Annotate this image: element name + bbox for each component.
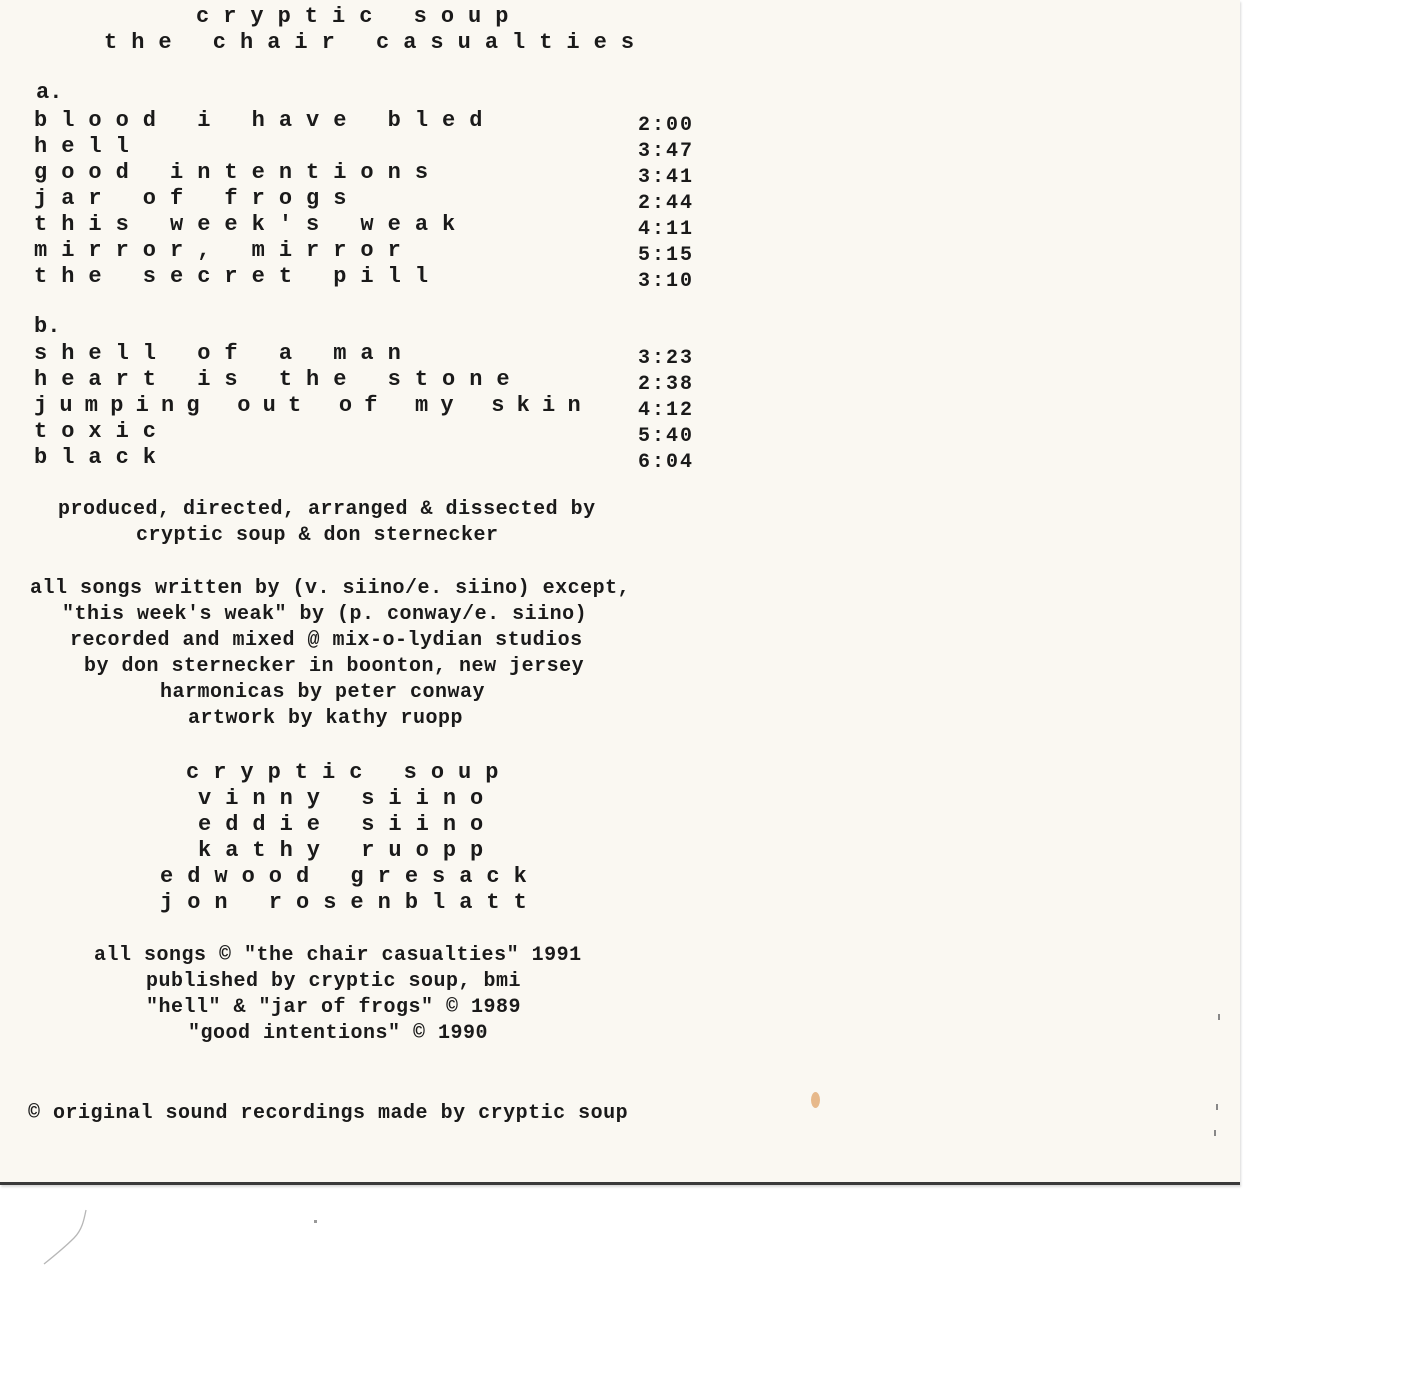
- track-time: 5:40: [637, 425, 694, 448]
- track-time: 6:04: [637, 451, 694, 474]
- production-credit-line2: cryptic soup & don sternecker: [136, 524, 499, 547]
- track-title: jar of frogs: [34, 186, 361, 211]
- track-title: this week's weak: [34, 212, 470, 237]
- track-row: [34, 367, 694, 396]
- track-row: [34, 212, 694, 241]
- member-name: kathy ruopp: [198, 838, 498, 863]
- track-row: [34, 238, 694, 267]
- pencil-scribble: [40, 1206, 100, 1276]
- credit-line: artwork by kathy ruopp: [188, 707, 464, 730]
- track-title: black: [34, 445, 171, 470]
- track-row: [34, 108, 694, 137]
- track-title: toxic: [34, 419, 171, 444]
- credit-line: harmonicas by peter conway: [160, 681, 486, 704]
- credit-line: all songs written by (v. siino/e. siino) except,: [30, 577, 631, 600]
- paper-speck: [1216, 1104, 1218, 1110]
- track-row: [34, 160, 694, 189]
- credit-line: recorded and mixed @ mix-o-lydian studios: [70, 629, 583, 652]
- track-time: 3:10: [637, 270, 694, 293]
- track-row: [34, 134, 694, 163]
- track-time: 3:47: [637, 140, 694, 163]
- track-time: 3:23: [637, 347, 694, 370]
- side-a-label: a.: [36, 80, 63, 105]
- track-title: the secret pill: [34, 264, 443, 289]
- member-name: edwood gresack: [160, 864, 541, 889]
- track-title: shell of a man: [34, 341, 415, 366]
- track-time: 4:12: [637, 399, 694, 422]
- member-name: jon rosenblatt: [160, 890, 541, 915]
- track-row: [34, 445, 694, 474]
- copyright-line: all songs © "the chair casualties" 1991: [94, 944, 582, 967]
- track-row: [34, 264, 694, 293]
- credit-line: "this week's weak" by (p. conway/e. siino): [62, 603, 588, 626]
- production-credit-line1: produced, directed, arranged & dissected by: [58, 498, 596, 521]
- copyright-line: published by cryptic soup, bmi: [146, 970, 522, 993]
- track-row: [34, 419, 694, 448]
- track-time: 2:00: [637, 114, 694, 137]
- track-time: 4:11: [637, 218, 694, 241]
- paper-stain: [811, 1092, 820, 1108]
- scan-speck: [314, 1220, 317, 1223]
- track-row: [34, 393, 694, 422]
- credit-line: by don sternecker in boonton, new jersey: [84, 655, 585, 678]
- track-time: 5:15: [637, 244, 694, 267]
- copyright-line: "hell" & "jar of frogs" © 1989: [146, 996, 522, 1019]
- member-name: vinny siino: [198, 786, 498, 811]
- album-title-heading: the chair casualties: [104, 30, 649, 55]
- copyright-line: "good intentions" © 1990: [188, 1022, 489, 1045]
- track-title: mirror, mirror: [34, 238, 415, 263]
- members-band-name: cryptic soup: [186, 760, 513, 785]
- track-row: [34, 341, 694, 370]
- track-time: 3:41: [637, 166, 694, 189]
- track-title: heart is the stone: [34, 367, 524, 392]
- track-time: 2:44: [637, 192, 694, 215]
- paper-speck: [1214, 1130, 1216, 1136]
- track-row: [34, 186, 694, 215]
- member-name: eddie siino: [198, 812, 498, 837]
- band-name-heading: cryptic soup: [196, 4, 523, 29]
- track-title: jumping out of my skin: [34, 393, 593, 418]
- footer-recording-notice: © original sound recordings made by cryptic soup: [28, 1102, 629, 1125]
- track-title: hell: [34, 134, 143, 159]
- side-b-label: b.: [34, 314, 61, 339]
- track-time: 2:38: [637, 373, 694, 396]
- paper-speck: [1218, 1014, 1220, 1020]
- track-title: good intentions: [34, 160, 443, 185]
- track-title: blood i have bled: [34, 108, 497, 133]
